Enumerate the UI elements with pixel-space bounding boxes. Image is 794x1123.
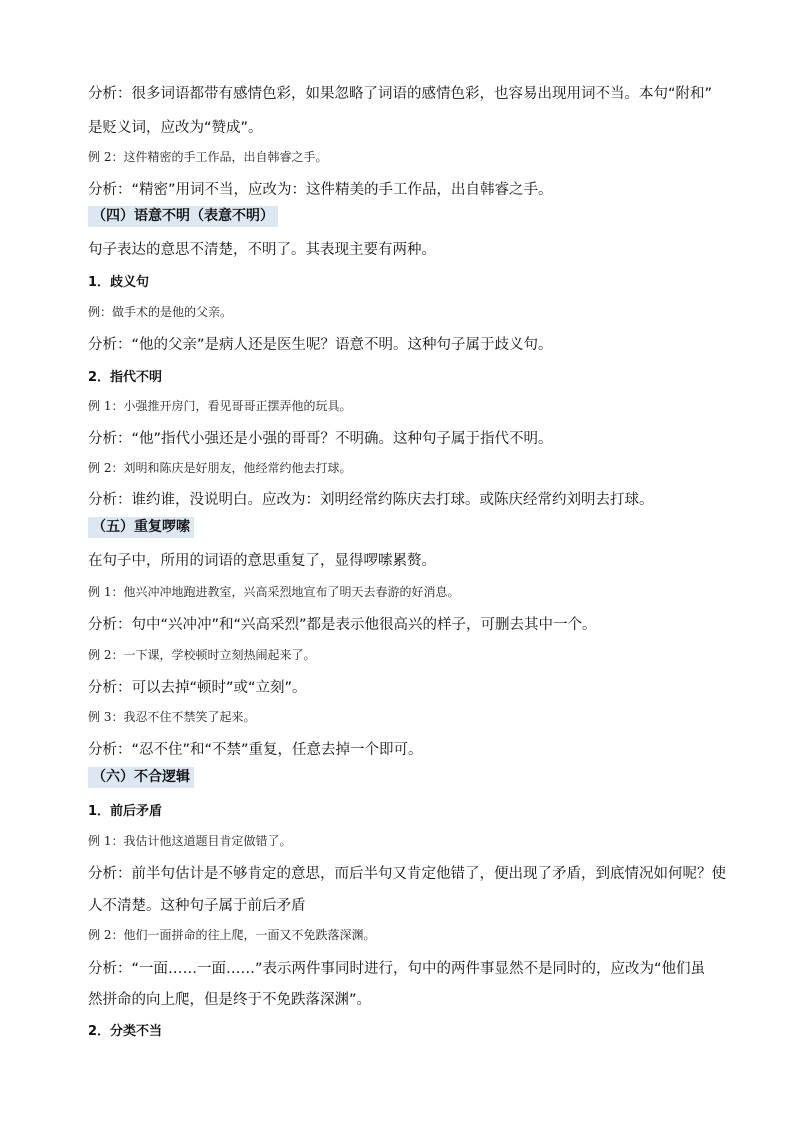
section-heading: （五）重复啰嗦 — [88, 517, 194, 538]
analysis-line: 是贬义词，应改为“赞成”。 — [88, 120, 263, 136]
analysis-line: 分析：谁约谁，没说明白。应改为：刘明经常约陈庆去打球。或陈庆经常约刘明去打球。 — [88, 492, 654, 508]
subheading: 1．歧义句 — [88, 275, 150, 290]
analysis-line: 分析：“一面……一面……”表示两件事同时进行，句中的两件事显然不是同时的，应改为“他们虽 — [88, 961, 706, 977]
example-line: 例 3：我忍不住不禁笑了起来。 — [88, 710, 256, 724]
analysis-line: 分析：句中“兴冲冲”和“兴高采烈”都是表示他很高兴的样子，可删去其中一个。 — [88, 617, 597, 633]
analysis-line: 人不清楚。这种句子属于前后矛盾 — [88, 898, 306, 914]
example-line: 例 1：小强推开房门，看见哥哥正摆弄他的玩具。 — [88, 399, 352, 413]
example-line: 例 2：他们一面拼命的往上爬，一面又不免跌落深渊。 — [88, 928, 376, 942]
body-line: 在句子中，所用的词语的意思重复了，显得啰嗦累赘。 — [88, 553, 436, 569]
body-line: 句子表达的意思不清楚，不明了。其表现主要有两种。 — [88, 242, 436, 258]
section-heading: （四）语意不明（表意不明） — [88, 206, 278, 227]
subheading: 2．分类不当 — [88, 1024, 163, 1039]
subheading: 2．指代不明 — [88, 370, 163, 385]
subheading: 1．前后矛盾 — [88, 804, 163, 819]
example-line: 例 1：我估计他这道题目肯定做错了。 — [88, 834, 292, 848]
analysis-line: 分析：很多词语都带有感情色彩，如果忽略了词语的感情色彩，也容易出现用词不当。本句“附和” — [88, 86, 713, 102]
example-line: 例 2：一下课，学校顿时立刻热闹起来了。 — [88, 648, 316, 662]
analysis-line: 分析：可以去掉“顿时”或“立刻”。 — [88, 680, 307, 696]
analysis-line: 分析：“他”指代小强还是小强的哥哥？不明确。这种句子属于指代不明。 — [88, 431, 553, 447]
example-line: 例 2：刘明和陈庆是好朋友，他经常约他去打球。 — [88, 461, 352, 475]
analysis-line: 分析：“精密”用词不当，应改为：这件精美的手工作品，出自韩睿之手。 — [88, 182, 553, 198]
analysis-line: 分析：前半句估计是不够肯定的意思，而后半句又肯定他错了，便出现了矛盾，到底情况如何呢？使 — [88, 866, 726, 882]
analysis-line: 然拼命的向上爬，但是终于不免跌落深渊”。 — [88, 992, 372, 1008]
example-line: 例 1：他兴冲冲地跑进教室，兴高采烈地宣布了明天去春游的好消息。 — [88, 585, 460, 599]
section-heading: （六）不合逻辑 — [88, 767, 194, 788]
analysis-line: 分析：“他的父亲”是病人还是医生呢？语意不明。这种句子属于歧义句。 — [88, 337, 553, 353]
example-line: 例：做手术的是他的父亲。 — [88, 305, 233, 319]
analysis-line: 分析：“忍不住”和“不禁”重复，任意去掉一个即可。 — [88, 742, 423, 758]
example-line: 例 2：这件精密的手工作品，出自韩睿之手。 — [88, 150, 328, 164]
